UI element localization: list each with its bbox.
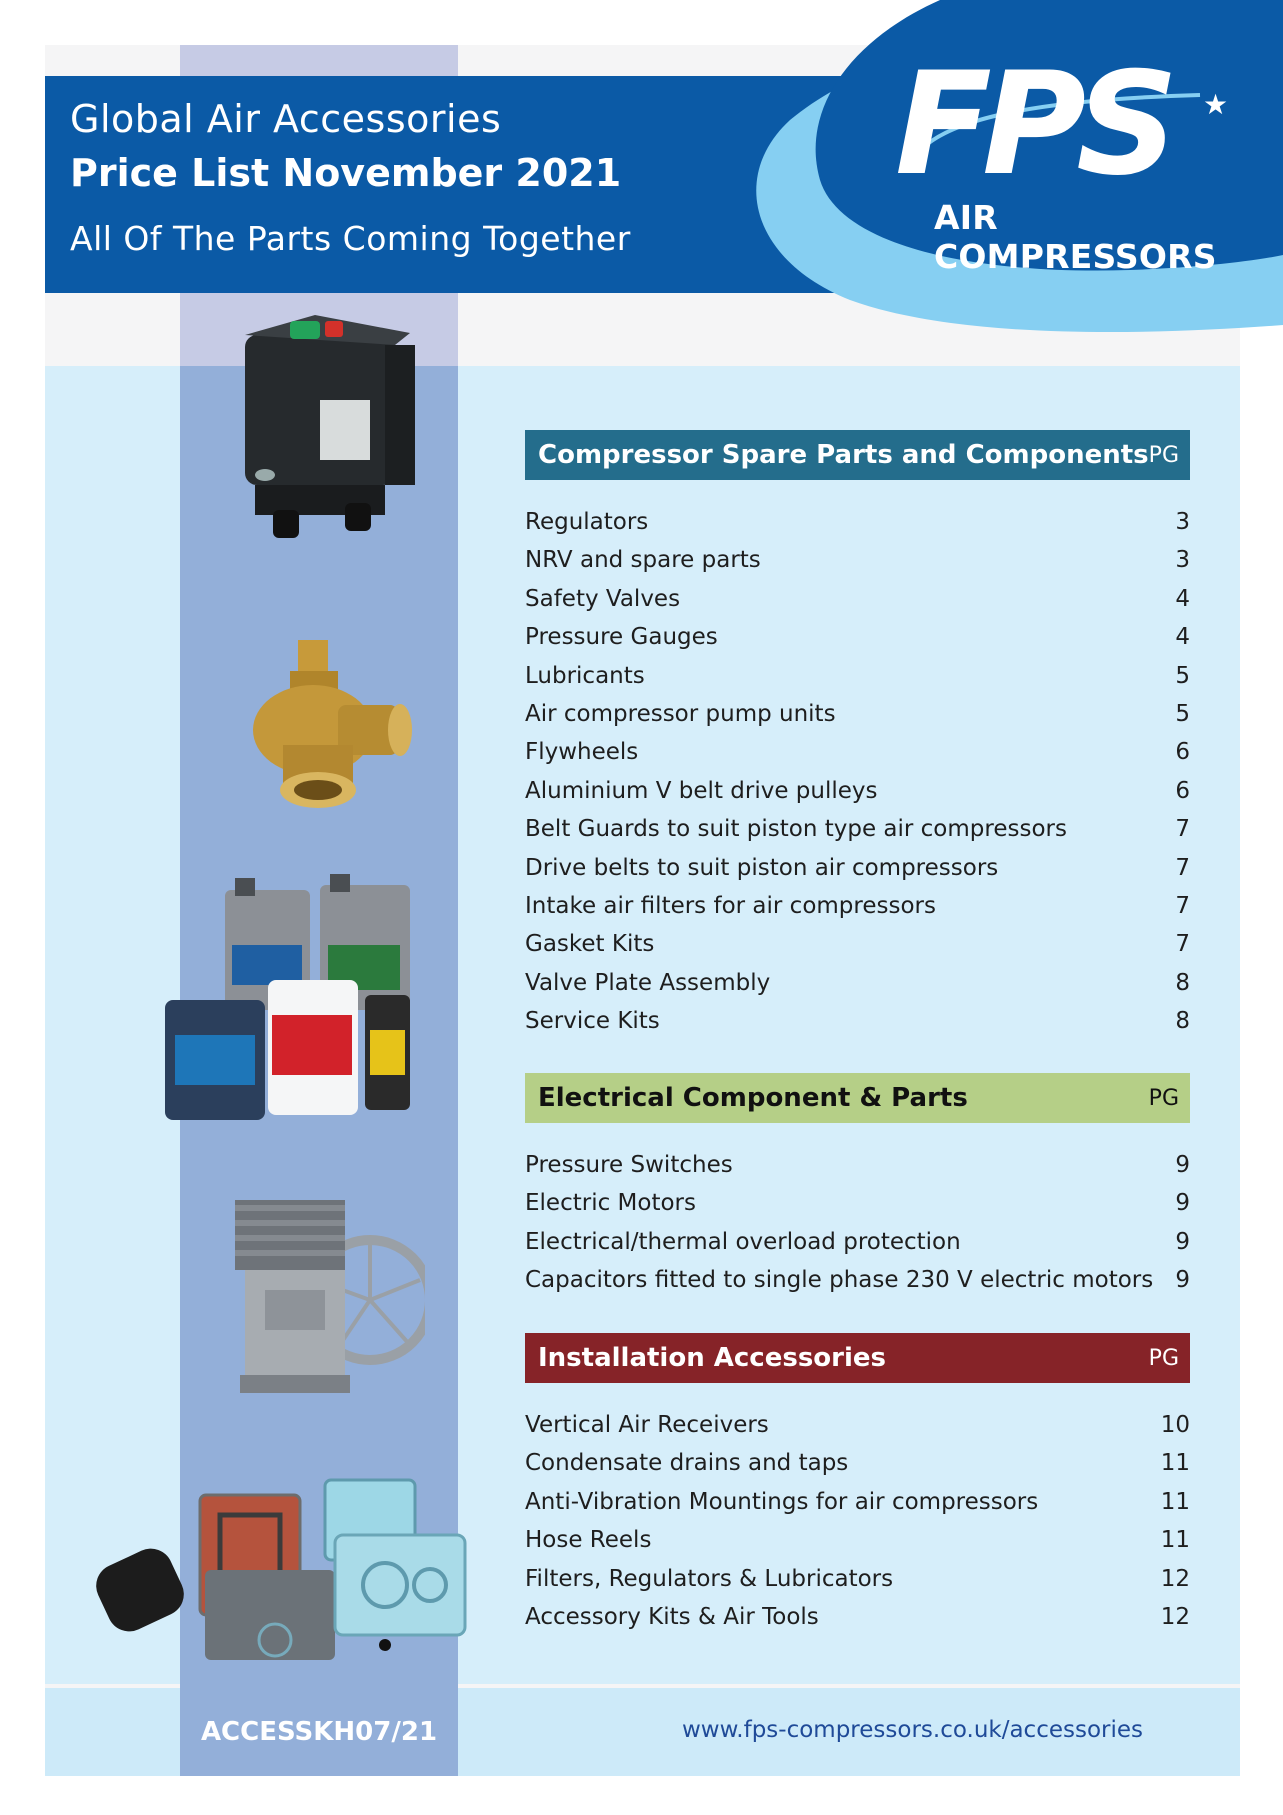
item-page-number: 7	[1175, 816, 1190, 843]
item-label: Regulators	[525, 509, 649, 535]
item-label: Electrical/thermal overload protection	[525, 1228, 961, 1255]
item-page-number: 10	[1160, 1412, 1190, 1438]
section-header-electrical	[525, 1073, 1190, 1123]
item-page-number: 8	[1175, 969, 1190, 996]
item-label: Intake air filters for air compressors	[525, 893, 936, 919]
item-label: Accessory Kits & Air Tools	[525, 1604, 819, 1630]
item-page-number: 3	[1175, 547, 1190, 574]
document-code: ACCESSKH07/21	[200, 1717, 438, 1747]
item-label: Electric Motors	[525, 1190, 696, 1217]
compressor-pump-image	[225, 1180, 425, 1405]
list-item	[525, 657, 1190, 695]
list-item	[525, 1002, 1190, 1040]
item-page-number: 11	[1160, 1450, 1190, 1477]
item-page-number: 8	[1175, 1008, 1190, 1035]
gasket-kit-image	[95, 1475, 475, 1675]
item-page-number: 6	[1175, 739, 1190, 766]
item-label: Aluminium V belt drive pulleys	[525, 777, 878, 804]
item-page-number: 11	[1160, 1488, 1190, 1515]
website-link[interactable]: www.fps-compressors.co.uk/accessories	[681, 1717, 1144, 1743]
item-label: Flywheels	[525, 739, 639, 766]
section-header-spare-parts	[525, 430, 1190, 480]
item-label: NRV and spare parts	[525, 547, 761, 574]
list-item	[525, 1261, 1190, 1299]
item-page-number: 5	[1175, 662, 1190, 689]
list-item	[525, 1223, 1190, 1261]
logo-mark: FPS	[895, 42, 1169, 207]
list-item	[525, 849, 1190, 887]
header-text	[70, 92, 631, 268]
lubricant-bottles-image	[160, 870, 430, 1135]
list-item	[525, 1560, 1190, 1598]
item-page-number: 12	[1160, 1604, 1190, 1630]
section-pg-label: PG	[1148, 1346, 1179, 1371]
item-label: Filters, Regulators & Lubricators	[525, 1565, 894, 1592]
pressure-switch-image	[235, 315, 425, 555]
list-item	[525, 1184, 1190, 1222]
item-page-number: 5	[1175, 701, 1190, 727]
section-header-installation	[525, 1333, 1190, 1383]
item-label: Safety Valves	[525, 585, 681, 612]
item-label: Pressure Switches	[525, 1152, 733, 1178]
item-page-number: 9	[1175, 1228, 1190, 1255]
item-page-number: 12	[1160, 1565, 1190, 1592]
item-label: Belt Guards to suit piston type air compressors	[525, 816, 1067, 843]
header-line-3: All Of The Parts Coming Together	[70, 219, 631, 258]
header-line-1: Global Air Accessories	[70, 97, 502, 141]
list-item	[525, 1483, 1190, 1521]
list-item	[525, 1598, 1190, 1636]
list-item	[525, 1406, 1190, 1444]
item-page-number: 9	[1175, 1190, 1190, 1217]
item-page-number: 4	[1175, 585, 1190, 612]
item-label: Drive belts to suit piston air compressors	[525, 854, 999, 881]
item-page-number: 9	[1175, 1267, 1190, 1294]
list-item	[525, 1146, 1190, 1184]
item-page-number: 7	[1175, 854, 1190, 881]
item-label: Air compressor pump units	[525, 701, 836, 727]
list-item	[525, 618, 1190, 656]
list-item	[525, 964, 1190, 1002]
item-page-number: 7	[1175, 931, 1190, 958]
list-item	[525, 503, 1190, 541]
item-label: Lubricants	[525, 662, 645, 689]
section-title: Installation Accessories	[538, 1343, 887, 1373]
section-title: Compressor Spare Parts and Components	[538, 440, 1149, 470]
item-label: Capacitors fitted to single phase 230 V electric motors	[525, 1267, 1154, 1294]
star-icon: ★	[1203, 88, 1229, 121]
item-page-number: 7	[1175, 893, 1190, 919]
item-page-number: 3	[1175, 509, 1190, 535]
item-label: Vertical Air Receivers	[525, 1412, 769, 1438]
list-item	[525, 733, 1190, 771]
list-item	[525, 925, 1190, 963]
list-item	[525, 1521, 1190, 1559]
list-item	[525, 772, 1190, 810]
header-line-2: Price List November 2021	[70, 151, 622, 195]
list-item	[525, 580, 1190, 618]
item-label: Condensate drains and taps	[525, 1450, 849, 1477]
section-title: Electrical Component & Parts	[538, 1083, 968, 1113]
section-pg-label: PG	[1148, 1086, 1179, 1111]
item-label: Pressure Gauges	[525, 624, 718, 651]
item-page-number: 11	[1160, 1527, 1190, 1554]
section-pg-label: PG	[1148, 443, 1179, 468]
item-label: Valve Plate Assembly	[525, 969, 771, 996]
brass-valve-image	[228, 635, 418, 810]
item-label: Gasket Kits	[525, 931, 655, 958]
item-label: Hose Reels	[525, 1527, 652, 1554]
list-item	[525, 887, 1190, 925]
item-page-number: 6	[1175, 777, 1190, 804]
item-page-number: 4	[1175, 624, 1190, 651]
logo-subtitle: AIR COMPRESSORS	[934, 198, 1217, 276]
list-item	[525, 541, 1190, 579]
list-item	[525, 1444, 1190, 1482]
list-item	[525, 810, 1190, 848]
list-item	[525, 695, 1190, 733]
item-label: Service Kits	[525, 1008, 660, 1035]
item-page-number: 9	[1175, 1152, 1190, 1178]
item-label: Anti-Vibration Mountings for air compressors	[525, 1488, 1039, 1515]
